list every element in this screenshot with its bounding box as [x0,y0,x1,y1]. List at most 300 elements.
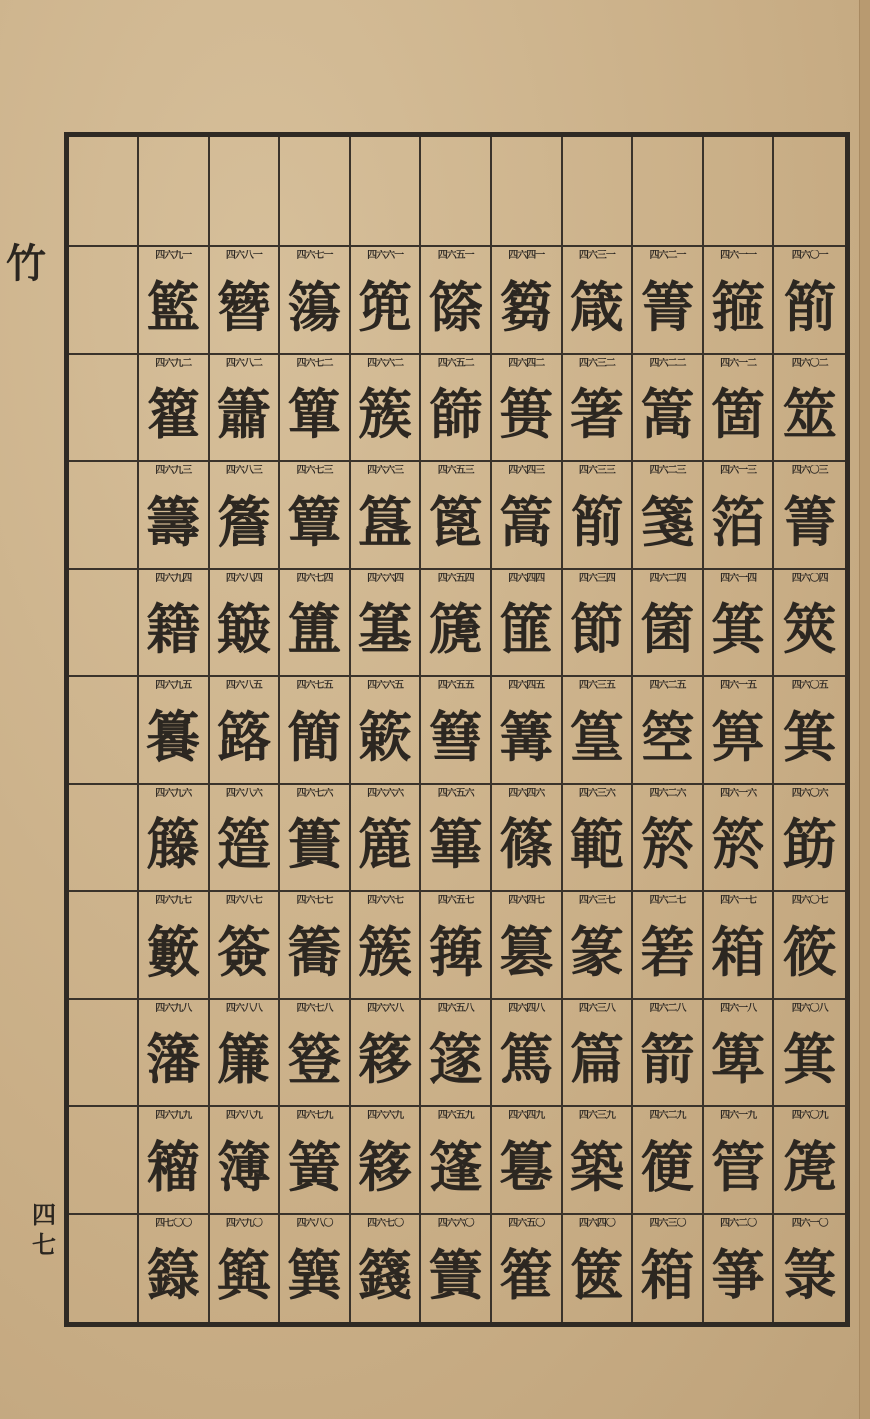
char-cell [139,247,210,355]
char-glyph: 簨 [287,1243,342,1308]
char-code: 四六二五 [649,680,686,691]
char-glyph: 箘 [640,597,695,662]
char-code: 四六七五 [296,680,333,691]
char-glyph: 簦 [287,1027,342,1092]
char-code: 四六六二 [367,357,404,369]
char-code: 四六九三 [155,465,192,476]
char-code: 四六八八 [225,1002,262,1014]
char-glyph: 筮 [782,382,837,447]
side-cell [69,1000,139,1108]
char-code: 四六三八 [578,1002,615,1014]
char-code: 四六三六 [578,787,615,799]
char-cell [210,677,281,785]
char-glyph: 箕 [782,704,837,769]
char-glyph: 篼 [358,274,413,339]
char-glyph: 籓 [146,1027,201,1092]
char-code: 四六九八 [155,1002,192,1014]
char-glyph: 箇 [711,382,766,447]
char-cell [633,785,704,893]
char-glyph: 籑 [146,704,201,769]
char-glyph: 箐 [640,274,695,339]
char-cell [280,247,351,355]
side-cell [69,1107,139,1215]
char-cell [351,355,422,463]
char-cell [139,462,210,570]
char-cell [139,677,210,785]
char-cell [210,462,281,570]
char-code: 四六二八 [649,1002,686,1014]
char-code: 四六八六 [225,787,262,799]
char-code: 四六四二 [508,357,545,369]
char-code: 四六四四 [508,572,545,584]
char-cell [633,462,704,570]
char-cell [139,355,210,463]
side-cell [69,785,139,893]
char-code: 四六八九 [225,1110,262,1121]
char-glyph: 簪 [216,274,271,339]
char-code: 四六〇二 [791,357,828,369]
char-glyph: 簉 [216,812,271,877]
char-code: 四六二一 [649,250,686,261]
char-cell [351,785,422,893]
char-glyph: 篇 [569,1027,624,1092]
char-glyph: 篑 [499,382,554,447]
char-glyph: 篪 [428,597,483,662]
char-code: 四六六一 [367,250,404,261]
char-code: 四六九〇 [225,1217,262,1229]
char-code: 四六四〇 [578,1217,615,1229]
char-cell [421,355,492,463]
side-cell [69,462,139,570]
char-code: 四六七一 [296,250,333,261]
char-glyph: 箾 [569,489,624,554]
header-cell [139,137,210,247]
char-glyph: 篋 [569,1243,624,1308]
char-code: 四六六四 [367,572,404,584]
char-code: 四六〇一 [791,250,828,261]
char-cell [210,1107,281,1215]
char-cell [633,570,704,678]
header-cell [351,137,422,247]
char-code: 四六一〇 [791,1217,828,1229]
char-cell [563,1000,634,1108]
char-code: 四六〇七 [791,895,828,906]
char-code: 四六四三 [508,465,545,476]
character-table [64,132,850,1327]
char-code: 四六二六 [649,787,686,799]
char-code: 四六六〇 [437,1217,474,1229]
char-glyph: 範 [569,812,624,877]
char-cell [563,677,634,785]
char-cell [704,785,775,893]
char-glyph: 簌 [358,704,413,769]
char-code: 四六四五 [508,680,545,691]
char-cell [351,1107,422,1215]
char-code: 四六一三 [720,465,757,476]
char-glyph: 篧 [499,1243,554,1308]
char-cell [633,1107,704,1215]
char-code: 四六八三 [225,465,262,476]
char-glyph: 簷 [216,489,271,554]
char-code: 四六八四 [225,572,262,584]
char-cell [774,1107,845,1215]
char-code: 四六四九 [508,1110,545,1121]
char-code: 四七〇〇 [155,1217,192,1229]
char-glyph: 箬 [640,919,695,984]
char-cell [563,1215,634,1323]
char-cell [210,570,281,678]
char-code: 四六九五 [155,680,192,691]
char-cell [492,462,563,570]
char-glyph: 箊 [640,812,695,877]
char-cell [421,1107,492,1215]
char-code: 四六八五 [225,680,262,691]
char-cell [563,892,634,1000]
char-glyph: 簞 [287,382,342,447]
char-code: 四六九六 [155,787,192,799]
char-code: 四六二七 [649,895,686,906]
char-cell [492,677,563,785]
char-glyph: 簃 [358,1134,413,1199]
char-code: 四六〇五 [791,680,828,691]
char-cell [774,785,845,893]
char-code: 四六五五 [437,680,474,691]
char-code: 四六一七 [720,895,757,906]
char-cell [704,570,775,678]
char-code: 四六一五 [720,680,757,691]
char-code: 四六九四 [155,572,192,584]
char-code: 四六〇八 [791,1002,828,1014]
char-code: 四六五八 [437,1002,474,1014]
char-cell [633,247,704,355]
char-cell [139,1107,210,1215]
char-glyph: 簀 [428,1243,483,1308]
char-glyph: 箓 [782,1243,837,1308]
char-code: 四六四一 [508,250,545,261]
char-glyph: 籌 [146,489,201,554]
char-code: 四六二〇 [720,1217,757,1229]
char-code: 四六〇六 [791,787,828,799]
char-cell [563,1107,634,1215]
char-glyph: 箏 [711,1243,766,1308]
char-cell [563,570,634,678]
char-code: 四六七二 [296,357,333,369]
char-cell [351,462,422,570]
char-cell [280,355,351,463]
page-number [24,1200,64,1260]
char-glyph: 箯 [640,1134,695,1199]
char-cell [421,1000,492,1108]
char-code: 四六五九 [437,1110,474,1121]
char-glyph: 篙 [640,382,695,447]
char-cell [633,677,704,785]
char-code: 四六二二 [649,357,686,369]
char-glyph: 簾 [216,1027,271,1092]
char-code: 四六六七 [367,895,404,906]
char-glyph: 箱 [640,1243,695,1308]
char-glyph: 簸 [216,597,271,662]
char-cell [492,892,563,1000]
char-cell [421,1215,492,1323]
char-cell [774,570,845,678]
char-code: 四六三四 [578,572,615,584]
char-glyph: 篴 [428,1027,483,1092]
header-cell [421,137,492,247]
char-glyph: 篲 [428,704,483,769]
char-glyph: 箋 [640,489,695,554]
char-glyph: 箭 [640,1027,695,1092]
char-cell [280,1215,351,1323]
char-glyph: 箄 [711,1027,766,1092]
char-code: 四六六三 [367,465,404,476]
char-cell [492,247,563,355]
char-cell [280,677,351,785]
char-cell [774,462,845,570]
char-glyph: 筱 [782,919,837,984]
char-glyph: 簬 [216,704,271,769]
char-cell [351,247,422,355]
page-number-line: 四 [32,1200,56,1229]
char-cell [492,785,563,893]
char-cell [704,677,775,785]
char-cell [421,570,492,678]
char-cell [280,462,351,570]
char-code: 四六七六 [296,787,333,799]
char-glyph: 篺 [428,919,483,984]
char-cell [280,892,351,1000]
char-glyph: 簣 [287,812,342,877]
char-cell [774,1000,845,1108]
char-code: 四六六五 [367,680,404,691]
char-code: 四六五四 [437,572,474,584]
char-cell [351,892,422,1000]
char-code: 四六九九 [155,1110,192,1121]
char-cell [492,1000,563,1108]
char-glyph: 籅 [216,1243,271,1308]
char-code: 四六七八 [296,1002,333,1014]
header-cell [280,137,351,247]
char-code: 四六五一 [437,250,474,261]
char-cell [704,1215,775,1323]
char-cell [421,247,492,355]
char-cell [280,1000,351,1108]
header-cell [563,137,634,247]
char-glyph: 篳 [428,812,483,877]
char-glyph: 簫 [216,382,271,447]
char-glyph: 簠 [287,597,342,662]
char-glyph: 箔 [711,489,766,554]
char-glyph: 篝 [499,704,554,769]
char-code: 四六〇三 [791,465,828,476]
char-code: 四六五〇 [508,1217,545,1229]
char-glyph: 簜 [287,274,342,339]
char-glyph: 篨 [428,274,483,339]
char-glyph: 篡 [499,919,554,984]
char-glyph: 箴 [569,274,624,339]
char-glyph: 篚 [499,597,554,662]
char-glyph: 箊 [711,812,766,877]
char-cell [704,355,775,463]
char-cell [210,785,281,893]
char-cell [139,892,210,1000]
char-code: 四六九一 [155,250,192,261]
header-cell [492,137,563,247]
char-code: 四六四八 [508,1002,545,1014]
char-code: 四六三〇 [649,1217,686,1229]
char-code: 四六五三 [437,465,474,476]
char-cell [633,355,704,463]
char-code: 四六三二 [578,357,615,369]
char-cell [492,1107,563,1215]
header-cell [704,137,775,247]
char-glyph: 管 [711,1134,766,1199]
header-cell [633,137,704,247]
char-code: 四六二三 [649,465,686,476]
char-glyph: 箕 [782,1027,837,1092]
char-cell [139,785,210,893]
side-cell [69,1215,139,1323]
char-code: 四六六八 [367,1002,404,1014]
char-cell [139,1000,210,1108]
char-glyph: 籔 [146,919,201,984]
header-cell [774,137,845,247]
char-cell [492,1215,563,1323]
char-glyph: 箍 [711,274,766,339]
char-code: 四六八〇 [296,1217,333,1229]
char-glyph: 簋 [358,489,413,554]
side-cell [69,355,139,463]
char-code: 四六七〇 [367,1217,404,1229]
char-glyph: 簿 [216,1134,271,1199]
char-code: 四六二九 [649,1110,686,1121]
char-cell [280,570,351,678]
char-code: 四六六六 [367,787,404,799]
char-glyph: 篆 [569,919,624,984]
char-glyph: 篙 [499,489,554,554]
char-cell [704,892,775,1000]
char-code: 四六四七 [508,895,545,906]
char-cell [563,462,634,570]
char-code: 四六〇九 [791,1110,828,1121]
side-cell [69,570,139,678]
char-cell [704,1000,775,1108]
char-code: 四六六九 [367,1110,404,1121]
char-cell [704,247,775,355]
char-glyph: 筯 [782,812,837,877]
char-cell [421,677,492,785]
side-cell [69,892,139,1000]
char-cell [774,247,845,355]
char-cell [421,892,492,1000]
char-glyph: 籛 [358,1243,413,1308]
side-cell [69,677,139,785]
char-code: 四六一六 [720,787,757,799]
char-glyph: 籐 [146,812,201,877]
char-code: 四六一一 [720,250,757,261]
char-code: 四六七七 [296,895,333,906]
char-code: 四六七四 [296,572,333,584]
char-cell [351,677,422,785]
char-glyph: 簧 [287,1134,342,1199]
char-code: 四六四六 [508,787,545,799]
char-cell [280,785,351,893]
char-cell [563,355,634,463]
char-cell [421,462,492,570]
char-glyph: 籃 [146,274,201,339]
char-glyph: 簃 [358,1027,413,1092]
char-code: 四六一九 [720,1110,757,1121]
char-glyph: 箾 [782,274,837,339]
char-cell [139,570,210,678]
char-glyph: 篷 [428,1134,483,1199]
char-cell [210,1215,281,1323]
char-code: 四六九二 [155,357,192,369]
header-cell [210,137,281,247]
char-code: 四六三九 [578,1110,615,1121]
char-glyph: 簟 [287,489,342,554]
char-cell [492,355,563,463]
char-glyph: 簇 [358,919,413,984]
char-glyph: 箐 [782,489,837,554]
char-glyph: 節 [569,597,624,662]
char-cell [280,1107,351,1215]
char-glyph: 篠 [499,812,554,877]
char-cell [633,892,704,1000]
char-cell [210,355,281,463]
char-code: 四六一四 [720,572,757,584]
char-glyph: 築 [569,1134,624,1199]
char-glyph: 籙 [146,1243,201,1308]
char-code: 四六三三 [578,465,615,476]
char-cell [563,247,634,355]
char-glyph: 箎 [782,1134,837,1199]
char-cell [492,570,563,678]
char-glyph: 篩 [428,382,483,447]
char-cell [704,1107,775,1215]
radical-label: 竹 [6,240,46,287]
char-code: 四六一二 [720,357,757,369]
char-glyph: 箸 [569,382,624,447]
char-cell [421,785,492,893]
char-cell [633,1215,704,1323]
char-cell [351,1215,422,1323]
char-cell [351,1000,422,1108]
char-code: 四六二四 [649,572,686,584]
char-code: 四六七三 [296,465,333,476]
page-number-line: 七 [32,1230,56,1259]
char-cell [774,892,845,1000]
char-glyph: 篦 [428,489,483,554]
char-code: 四六七九 [296,1110,333,1121]
char-code: 四六三七 [578,895,615,906]
char-code: 四六八七 [225,895,262,906]
char-cell [351,570,422,678]
char-code: 四六一八 [720,1002,757,1014]
char-cell [563,785,634,893]
char-code: 四六〇四 [791,572,828,584]
char-cell [774,355,845,463]
char-cell [704,462,775,570]
char-glyph: 簥 [287,919,342,984]
corner-cell [69,137,139,247]
side-cell [69,247,139,355]
char-glyph: 箱 [711,919,766,984]
char-glyph: 箅 [711,704,766,769]
char-glyph: 籕 [146,1134,201,1199]
char-code: 四六五七 [437,895,474,906]
char-cell [633,1000,704,1108]
char-cell [774,677,845,785]
